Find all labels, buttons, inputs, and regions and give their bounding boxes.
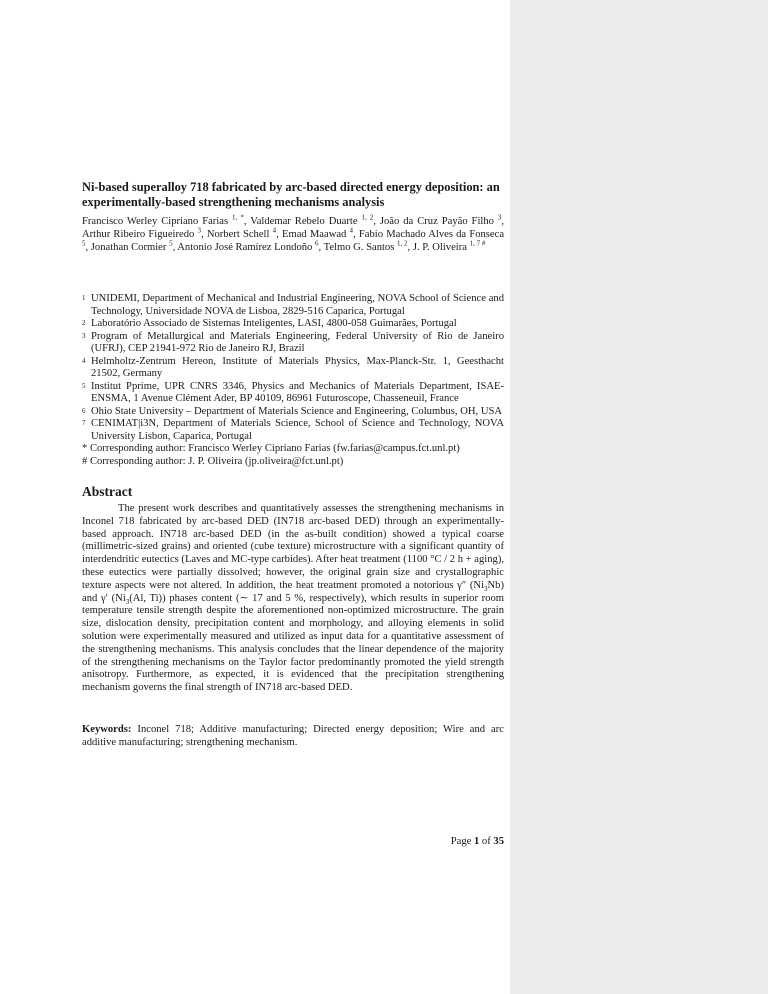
author (206, 226, 277, 240)
affiliation-text: Helmholtz-Zentrum Hereon, Institute of Materials Physics, Max-Planck-Str. 1, Geesthacht 21502, Germany (91, 355, 504, 379)
author-affiliation-mark: 4 (349, 226, 354, 235)
author (379, 213, 502, 227)
abstract-text: The present work describes and quantitatively assesses the strengthening mechanisms in Inconel 718 fabricated by arc-based DED (IN718 arc-based DED) through an experimentally-based approach. IN718 arc-based DED (in the as-built condition) showed a typical coarse (millimetric-sized grains) and oriented (cube texture) microstructure with a significant quantity of interdendritic eutectics (Laves and MC-type carbides). After heat treatment (1100 °C / 2 h + aging), these eutectics were partially dissolved; however, the original grain size and crystallographic texture aspects were not altered. In addition, the heat treatment promoted a notorious γ″ $(Ni_3Nb)$ and γ′ ($Ni_3(Al$, Ti)) phases content (∼ 17 and 5 %, respectively), which results in superior room temperature tensile strength despite the aforementioned non-optimized microstructure. The grain size, dislocation density, precipitation content and morphology, and alloying elements in solid solution were experimentally measured and utilized as input data for a quantitative assessment of the strengthening mechanisms. This analysis concludes that the linear dependence of the majority of the strengthening mechanisms on the Taylor factor predominantly promoted the yield strength anisotropy. Furthermore, as expected, it is evidenced that the precipitation strengthening mechanism governs the final strength of IN718 arc-based DED. (82, 503, 505, 694)
author-affiliation-mark: 6 (314, 239, 319, 248)
affiliation-number: 2 (82, 319, 86, 327)
author (323, 239, 408, 253)
page-number: 1 (473, 836, 480, 847)
corresponding-author-2: # Corresponding author: J. P. Oliveira (jp.oliveira@fct.unl.pt) (82, 455, 344, 467)
author-affiliation-mark: 5 (169, 239, 173, 248)
corresponding-author-1: * Corresponding author: Francisco Werley Cipriano Farias (fw.farias@campus.fct.unl.pt) (82, 443, 460, 454)
paper-title: Ni-based superalloy 718 fabricated by arc-based directed energy deposition: an experimentally-based strengthening mechanisms analysis (82, 180, 500, 209)
author-name: Valdemar Rebelo Duarte (250, 216, 362, 227)
affiliation (82, 318, 504, 331)
affiliation (82, 418, 504, 443)
keywords-label: Keywords: (82, 724, 132, 735)
of-word: of (481, 836, 491, 847)
author (281, 226, 354, 240)
affiliation-text: Institut Pprime, UPR CNRS 3346, Physics and Mechanics of Materials Department, ISAE-ENSMA, 1 Avenue Clément Ader, BP 40109, 86961 Futuroscope, Chasseneuil, France (91, 380, 504, 404)
affiliation-text: Ohio State University – Department of Materials Science and Engineering, Columbus, OH, USA (91, 405, 503, 417)
affiliation-text: Laboratório Associado de Sistemas Inteligentes, LASI, 4800-058 Guimarães, Portugal (91, 318, 457, 329)
author-list: Francisco Werley Cipriano Farias $^{1, *}$, Valdemar Rebelo Duarte $^{1, 2}$, João da Cruz Payão Filho $^3$, Arthur Ribeiro Figueiredo $^3$, Norbert Schell $^4$, Emad Maawad $^4$, Fabio Machado Alves da Fonseca $^5$, Jonathan Cormier $^5$, Antonio José Ramírez Londoño $^6$, Telmo G. Santos $^{1, 2}$, J. P. Oliveira $^{1, 7 \#}$ (82, 213, 505, 253)
author-name: Jonathan Cormier (90, 242, 170, 253)
affiliation (82, 293, 504, 318)
affiliation-list (82, 293, 504, 468)
affiliation-number: 6 (82, 406, 86, 415)
affiliation (82, 331, 504, 356)
author-name: Antonio José Ramírez Londoño (177, 242, 315, 253)
author (82, 226, 201, 240)
affiliation-number: 4 (82, 356, 86, 365)
author-name: Arthur Ribeiro Figueiredo (82, 229, 198, 240)
author-name: J. P. Oliveira (412, 242, 470, 253)
keywords-text: Inconel 718; Additive manufacturing; Directed energy deposition; Wire and arc additive manufacturing; strengthening mechanism. (82, 724, 504, 748)
author-name: João da Cruz Payão Filho (379, 216, 498, 227)
author (412, 239, 486, 253)
author-affiliation-mark: 1, 2 (397, 239, 408, 248)
affiliation (82, 406, 504, 419)
comment-margin-pane (510, 0, 768, 994)
affiliation-number: 3 (82, 331, 86, 340)
affiliation-text: Program of Metallurgical and Materials Engineering, Federal University of Rio de Janeiro (UFRJ), CEP 21941-972 Rio de Janeiro RJ, Brazil (91, 330, 504, 354)
author (82, 213, 244, 227)
affiliation-text: CENIMAT|i3N, Department of Materials Science, School of Science and Technology, NOVA University Lisbon, Caparica, Portugal (91, 418, 504, 442)
author-name: Emad Maawad (281, 229, 350, 240)
page-footer (82, 836, 504, 847)
author-affiliation-mark: 1, 7 # (469, 239, 486, 248)
author-affiliation-mark: 4 (272, 226, 277, 235)
author-affiliation-mark: 3 (497, 213, 502, 222)
author (90, 239, 173, 253)
affiliation-text: UNIDEMI, Department of Mechanical and Industrial Engineering, NOVA School of Science and Technology, Universidade NOVA de Lisboa, 2829-516 Caparica, Portugal (91, 293, 504, 317)
affiliation (82, 356, 504, 381)
author-affiliation-mark: 5 (82, 239, 86, 248)
author-name: Francisco Werley Cipriano Farias (82, 216, 233, 227)
keywords (82, 724, 504, 750)
author-name: Fabio Machado Alves da Fonseca (358, 229, 505, 240)
author-name: Telmo G. Santos (323, 242, 398, 253)
author-affiliation-mark: 1, 2 (361, 213, 374, 222)
affiliation-number: 5 (82, 381, 86, 390)
author-affiliation-mark: 3 (197, 226, 201, 235)
page-word: Page (450, 836, 472, 847)
author-affiliation-mark: 1, * (232, 213, 244, 222)
affiliation-number: 7 (82, 419, 86, 427)
author (250, 213, 374, 227)
author-name: Norbert Schell (206, 229, 273, 240)
author (177, 239, 319, 253)
affiliation-number: 1 (82, 294, 86, 302)
affiliation (82, 381, 504, 406)
abstract-heading: Abstract (82, 484, 133, 499)
page-total: 35 (493, 836, 504, 847)
